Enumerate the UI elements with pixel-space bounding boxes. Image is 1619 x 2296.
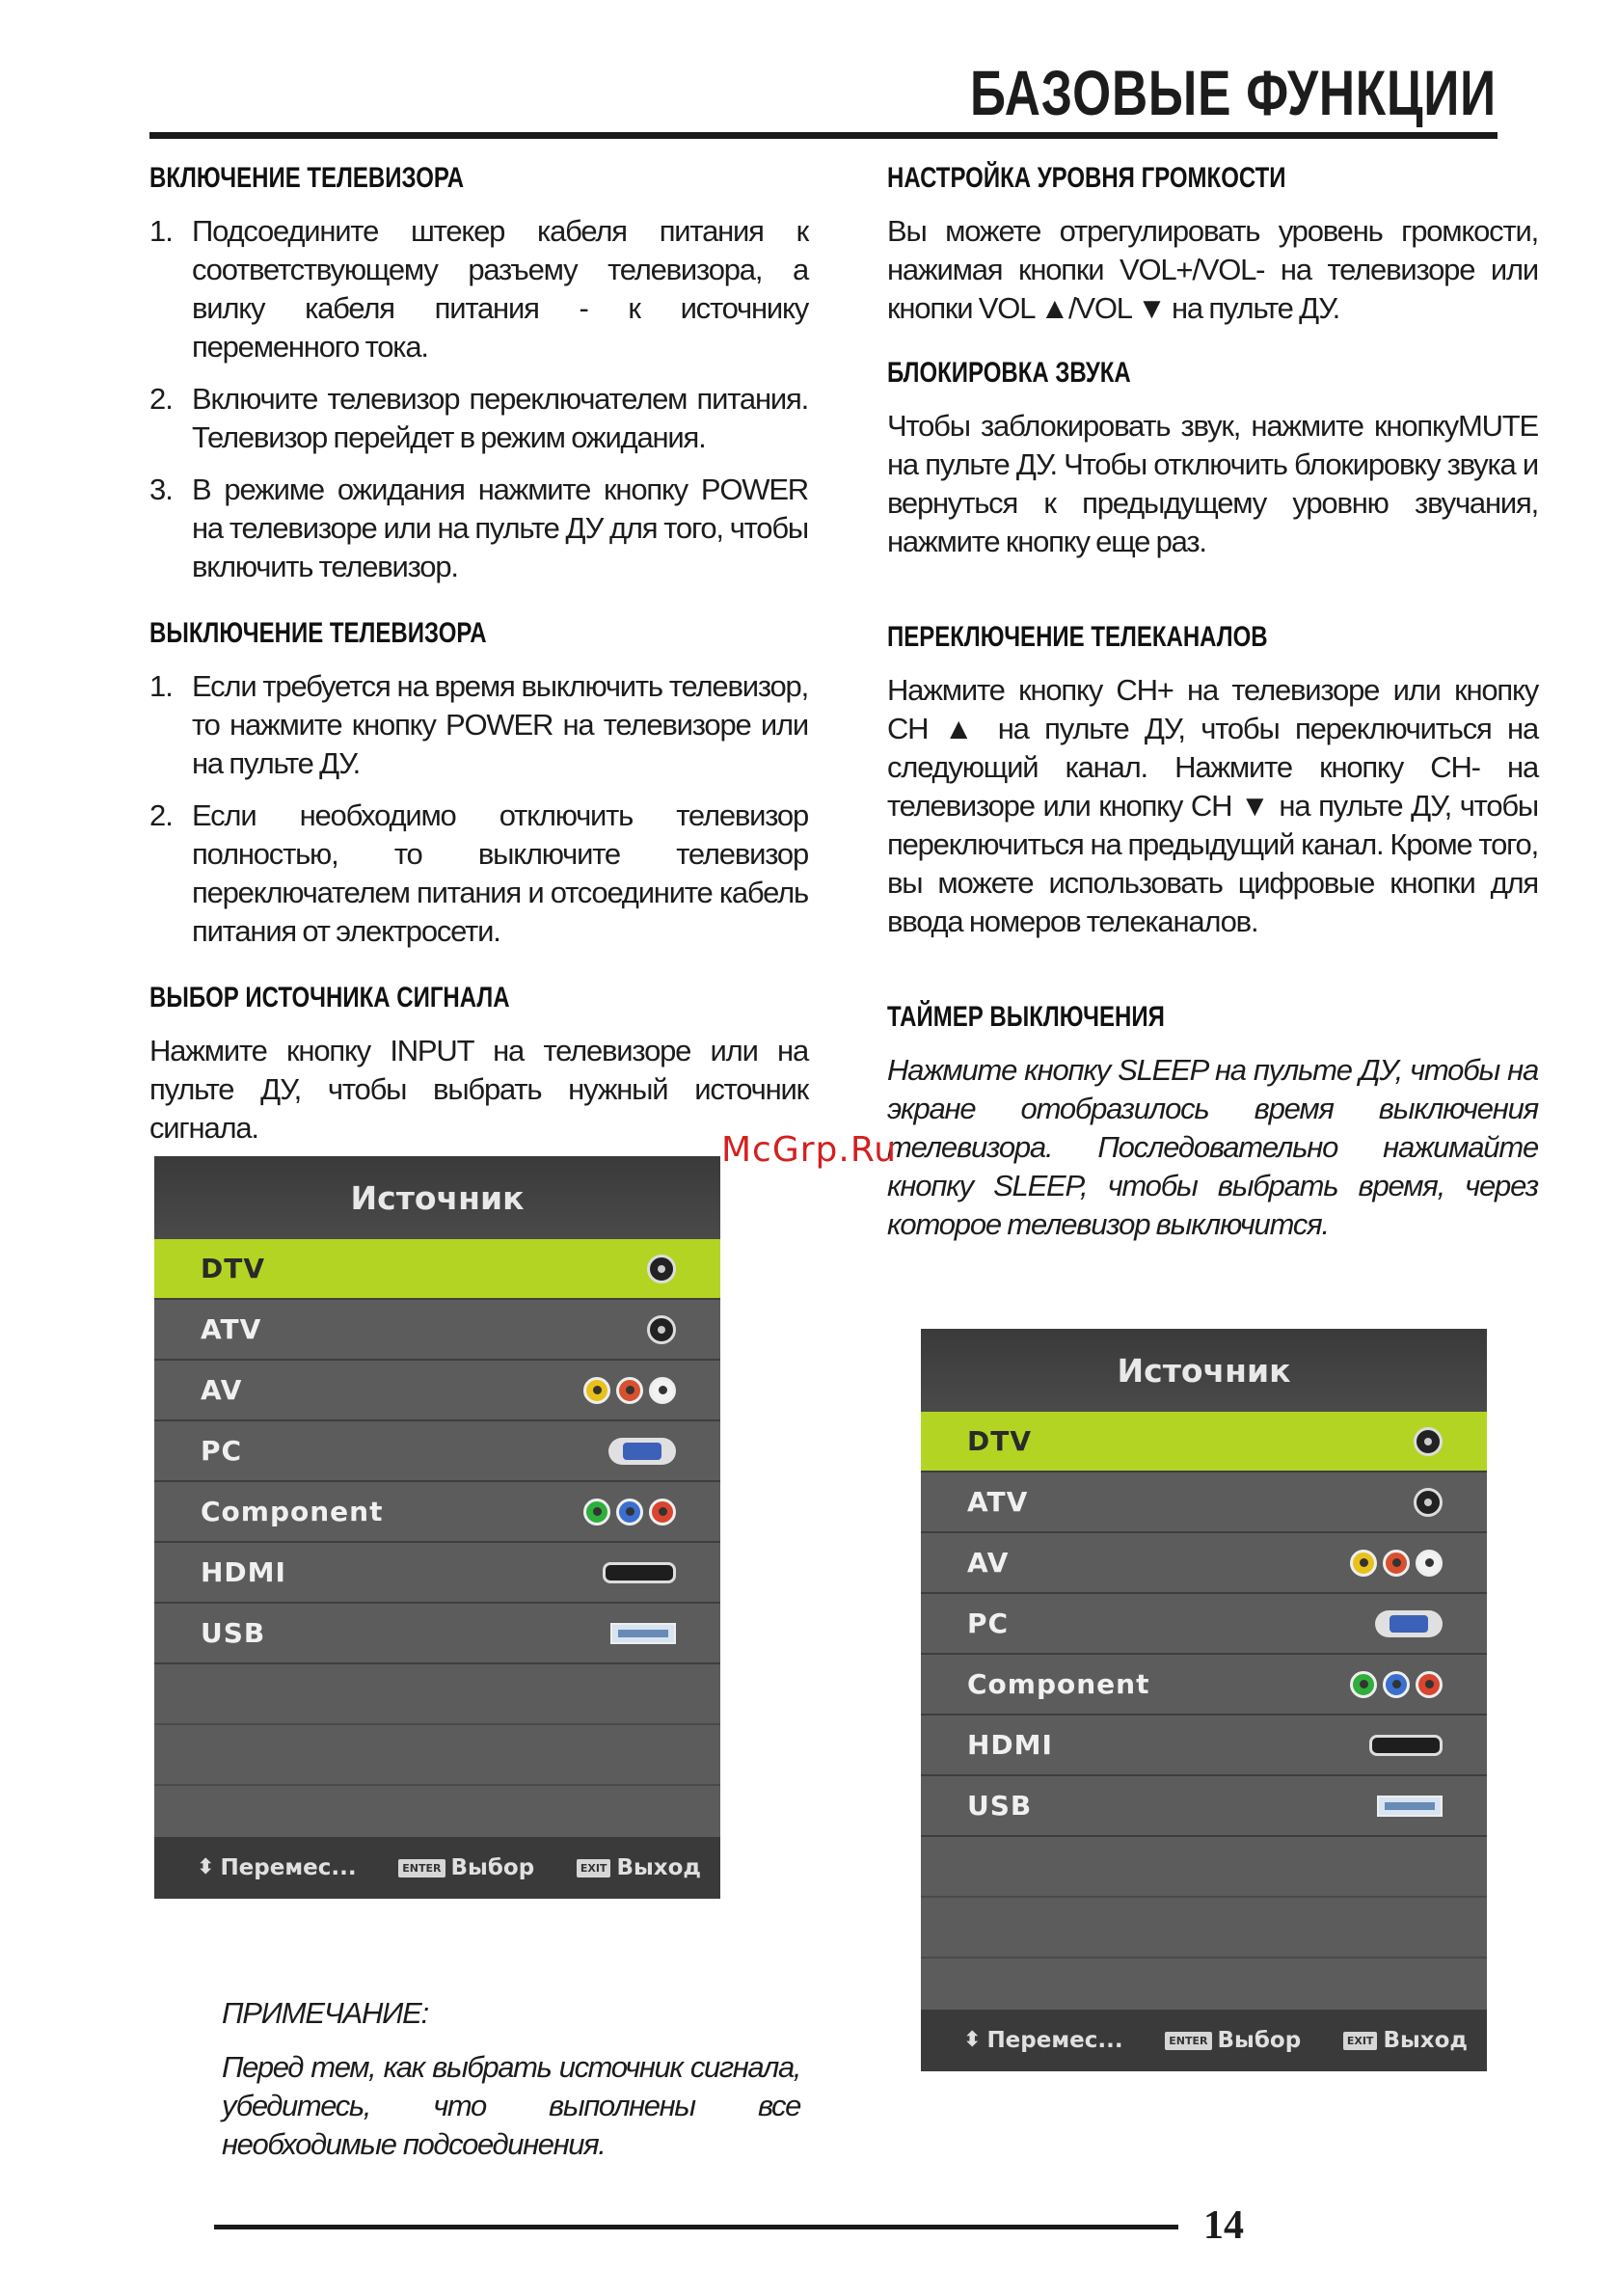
footer-divider (214, 2225, 1178, 2229)
footer-move (197, 1855, 357, 1880)
step-text: Подсоедините штекер кабеля питания к соответствующему разъему телевизора, а вилку кабеля питания - к источнику переменного тока. (192, 214, 808, 364)
list-item (149, 212, 808, 366)
source-item-label: HDMI (967, 1729, 1053, 1761)
vga-port-icon (1375, 1610, 1443, 1637)
source-menu-footer (154, 1837, 720, 1899)
exit-key-icon: EXIT (1343, 2032, 1378, 2050)
source-item-component[interactable] (154, 1482, 720, 1543)
source-item-hdmi[interactable] (921, 1715, 1487, 1776)
source-item-label: USB (201, 1617, 266, 1649)
source-item-pc[interactable] (154, 1421, 720, 1482)
source-item-hdmi[interactable] (154, 1543, 720, 1604)
section-title-power-on: ВКЛЮЧЕНИЕ ТЕЛЕВИЗОРА (149, 162, 465, 194)
source-menu-screenshot (154, 1156, 720, 1899)
hdmi-port-icon (603, 1562, 676, 1583)
enter-key-icon: ENTER (1165, 2032, 1211, 2050)
volume-text: Вы можете отрегулировать уровень громкости, нажимая кнопки VOL+/VOL- на телевизоре или кнопки VOL ▲/VOL ▼ на пульте ДУ. (887, 214, 1538, 325)
section-title-mute: БЛОКИРОВКА ЗВУКА (887, 357, 1131, 389)
section-title-source: ВЫБОР ИСТОЧНИКА СИГНАЛА (149, 982, 510, 1013)
source-item-label: Component (967, 1668, 1150, 1700)
hdmi-port-icon (1369, 1735, 1443, 1756)
source-item-atv[interactable] (921, 1472, 1487, 1533)
step-text: Если требуется на время выключить телевизор, то нажмите кнопку POWER на телевизоре или на пульте ДУ. (192, 669, 808, 780)
page-title: БАЗОВЫЕ ФУНКЦИИ (970, 57, 1497, 128)
source-item-usb[interactable] (154, 1604, 720, 1664)
rca-av-icon (1350, 1550, 1443, 1577)
source-item-label: DTV (967, 1425, 1033, 1457)
enter-key-icon: ENTER (398, 1859, 445, 1877)
source-item-dtv[interactable] (154, 1239, 720, 1300)
footer-select (1165, 2028, 1301, 2053)
source-item-component[interactable] (921, 1655, 1487, 1715)
footer-move-label: Перемес... (986, 2028, 1123, 2053)
list-item (149, 667, 808, 783)
up-down-arrows-icon: ⬍ (197, 1855, 215, 1879)
footer-exit-label: Выход (616, 1855, 701, 1880)
step-text: В режиме ожидания нажмите кнопку POWER на телевизоре или на пульте ДУ для того, чтобы включить телевизор. (192, 473, 808, 583)
rca-component-icon (583, 1499, 676, 1526)
list-item (149, 380, 808, 457)
source-menu-title: Источник (921, 1329, 1487, 1412)
source-item-label: ATV (967, 1486, 1029, 1518)
source-item-av[interactable] (921, 1533, 1487, 1594)
step-number: 1. (149, 669, 173, 703)
source-item-label: Component (201, 1496, 384, 1527)
usb-port-icon (1377, 1796, 1443, 1817)
source-menu-screenshot (921, 1329, 1487, 2071)
usb-port-icon (610, 1623, 676, 1644)
power-on-steps (149, 212, 808, 586)
empty-row (921, 1898, 1487, 1958)
footer-move (963, 2028, 1123, 2053)
source-menu-title: Источник (154, 1156, 720, 1239)
source-item-label: ATV (201, 1313, 262, 1345)
source-menu-footer (921, 2010, 1487, 2071)
source-item-usb[interactable] (921, 1776, 1487, 1837)
step-number: 2. (149, 382, 173, 416)
empty-row (154, 1664, 720, 1725)
power-off-steps (149, 667, 808, 951)
right-column (887, 162, 1538, 1244)
antenna-jack-icon (1414, 1488, 1443, 1517)
note-text: Перед тем, как выбрать источник сигнала, убедитесь, что выполнены все необходимые подсоединения. (222, 2050, 800, 2161)
source-item-label: PC (967, 1607, 1010, 1639)
step-text: Включите телевизор переключателем питания. Телевизор перейдет в режим ожидания. (192, 382, 808, 454)
step-number: 1. (149, 214, 173, 248)
channels-text: Нажмите кнопку CH+ на телевизоре или кнопку CH ▲ на пульте ДУ, чтобы переключиться на следующий канал. Нажмите кнопку CH- на телевизоре или кнопку CH ▼ на пульте ДУ, чтобы переключиться на предыдущий канал. Кроме того, вы можете использовать цифровые кнопки для ввода номеров телеканалов. (887, 673, 1538, 938)
title-divider (149, 132, 1498, 139)
watermark: McGrp.Ru (721, 1130, 898, 1170)
footer-select-label: Выбор (1217, 2028, 1302, 2053)
left-column (149, 162, 808, 1148)
section-title-channels: ПЕРЕКЛЮЧЕНИЕ ТЕЛЕКАНАЛОВ (887, 621, 1268, 653)
footer-exit-label: Выход (1383, 2028, 1468, 2053)
source-item-pc[interactable] (921, 1594, 1487, 1655)
footer-select-label: Выбор (450, 1855, 535, 1880)
source-item-label: HDMI (201, 1556, 286, 1588)
step-number: 3. (149, 473, 173, 506)
list-item (149, 797, 808, 951)
up-down-arrows-icon: ⬍ (963, 2028, 982, 2052)
sleep-text: Нажмите кнопку SLEEP на пульте ДУ, чтобы на экране отобразилось время выключения телевизора. Последовательно нажимайте кнопку SLEEP, чтобы выбрать время, через которое телевизор выключится. (887, 1053, 1538, 1241)
footer-move-label: Перемес... (220, 1855, 357, 1880)
note-label: ПРИМЕЧАНИЕ: (222, 1996, 429, 2030)
antenna-jack-icon (647, 1315, 676, 1344)
source-item-label: AV (201, 1374, 243, 1406)
source-item-atv[interactable] (154, 1300, 720, 1361)
empty-row (154, 1725, 720, 1786)
section-title-volume: НАСТРОЙКА УРОВНЯ ГРОМКОСТИ (887, 162, 1286, 194)
exit-key-icon: EXIT (577, 1859, 611, 1877)
mute-text: Чтобы заблокировать звук, нажмите кнопкуMUTE на пульте ДУ. Чтобы отключить блокировку звука и вернуться к предыдущему уровню звучания, нажмите кнопку еще раз. (887, 409, 1538, 558)
footer-select (398, 1855, 534, 1880)
antenna-jack-icon (647, 1255, 676, 1283)
rca-component-icon (1350, 1671, 1443, 1698)
antenna-jack-icon (1414, 1427, 1443, 1456)
source-item-label: USB (967, 1790, 1033, 1822)
source-text: Нажмите кнопку INPUT на телевизоре или на пульте ДУ, чтобы выбрать нужный источник сигнала. (149, 1034, 808, 1145)
step-number: 2. (149, 798, 173, 832)
footer-exit (577, 1855, 701, 1880)
note (222, 1996, 800, 2164)
section-title-sleep: ТАЙМЕР ВЫКЛЮЧЕНИЯ (887, 1001, 1165, 1033)
rca-av-icon (583, 1377, 676, 1404)
list-item (149, 471, 808, 586)
step-text: Если необходимо отключить телевизор полностью, то выключите телевизор переключателем питания и отсоедините кабель питания от электросети. (192, 798, 808, 948)
source-item-label: PC (201, 1435, 243, 1467)
footer-exit (1343, 2028, 1468, 2053)
source-item-dtv[interactable] (921, 1412, 1487, 1472)
page-number: 14 (1203, 2203, 1244, 2248)
section-title-power-off: ВЫКЛЮЧЕНИЕ ТЕЛЕВИЗОРА (149, 617, 487, 649)
source-item-av[interactable] (154, 1361, 720, 1421)
source-item-label: DTV (201, 1253, 266, 1284)
source-item-label: AV (967, 1547, 1010, 1579)
empty-row (921, 1837, 1487, 1898)
vga-port-icon (608, 1438, 676, 1465)
